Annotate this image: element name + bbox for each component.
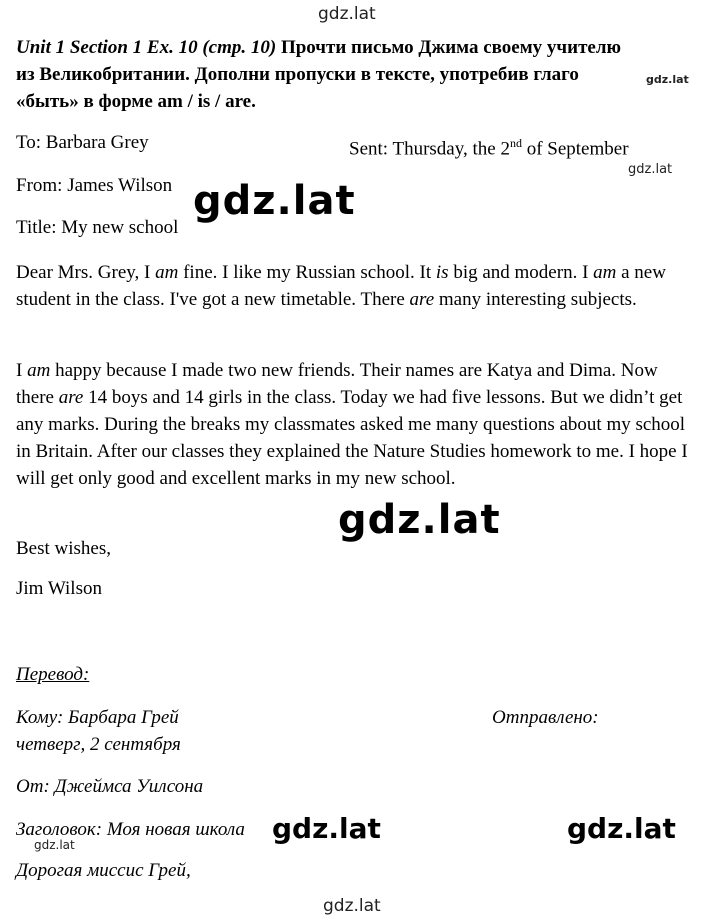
exercise-instruction	[16, 34, 706, 115]
verb-is: is	[435, 262, 449, 283]
translation-heading: Перевод:	[16, 664, 90, 685]
translation-from: От: Джеймса Уилсона	[16, 776, 204, 797]
watermark-right-small: gdz.lat	[628, 162, 673, 177]
verb-am: am	[155, 262, 179, 283]
text-run: a new student in the class. I've got a new timetable. There	[16, 262, 666, 310]
letter-closing: Best wishes,	[16, 538, 111, 559]
letter-signature: Jim Wilson	[16, 578, 102, 599]
translation-to: Кому: Барбара Грей	[16, 707, 179, 728]
text-run: 14 boys and 14 girls in the class. Today we had five lessons. But we didn’t get any marks. During the breaks my classmates asked me many questions about my school in Britain. After our classes they explained the Nature Studies homework to me. I hope I will get only good and excellent marks in my new school.	[16, 387, 688, 489]
watermark-top: gdz.lat	[318, 4, 376, 24]
translation-title: Заголовок: Моя новая школа	[16, 819, 245, 840]
watermark-big-2: gdz.lat	[338, 497, 501, 543]
text-run: fine. I like my Russian school. It	[178, 262, 436, 283]
email-to: To: Barbara Grey	[16, 132, 149, 153]
email-sent-prefix: Sent: Thursday, the 2	[349, 138, 510, 160]
watermark-small-left: gdz.lat	[34, 838, 75, 852]
watermark-big-4: gdz.lat	[567, 812, 676, 845]
watermark-bottom: gdz.lat	[323, 896, 381, 916]
email-title: Title: My new school	[16, 217, 179, 238]
email-sent	[349, 130, 629, 162]
instruction-line-1: Прочти письмо Джима своему учителю	[276, 37, 622, 58]
translation-date: четверг, 2 сентября	[16, 734, 181, 755]
watermark-big-3: gdz.lat	[272, 812, 381, 845]
text-run: I	[16, 360, 28, 381]
text-run: Dear Mrs. Grey, I	[16, 262, 156, 283]
watermark-header-inline: gdz.lat	[646, 73, 689, 86]
email-sent-suffix: of September	[521, 138, 629, 160]
translation-sent: Отправлено:	[492, 707, 599, 728]
instruction-line-2: из Великобритании. Дополни пропуски в тексте, употребив глаго	[16, 64, 579, 85]
letter-paragraph-2	[16, 357, 696, 492]
exercise-reference: Unit 1 Section 1 Ex. 10 (стр. 10)	[16, 37, 277, 58]
verb-am: am	[27, 360, 51, 381]
letter-paragraph-1	[16, 259, 696, 313]
verb-are: are	[409, 289, 435, 310]
email-from: From: James Wilson	[16, 175, 173, 196]
text-run: big and modern. I	[448, 262, 594, 283]
text-run: happy because I made two new friends. Their names are Katya and Dima. Now there	[16, 360, 658, 408]
verb-am: am	[593, 262, 617, 283]
instruction-line-3: «быть» в форме am / is / are.	[16, 91, 256, 112]
watermark-big-1: gdz.lat	[193, 178, 356, 224]
verb-are: are	[58, 387, 84, 408]
text-run: many interesting subjects.	[434, 289, 637, 310]
translation-greeting: Дорогая миссис Грей,	[16, 860, 191, 881]
email-sent-ordinal: nd	[509, 136, 522, 150]
